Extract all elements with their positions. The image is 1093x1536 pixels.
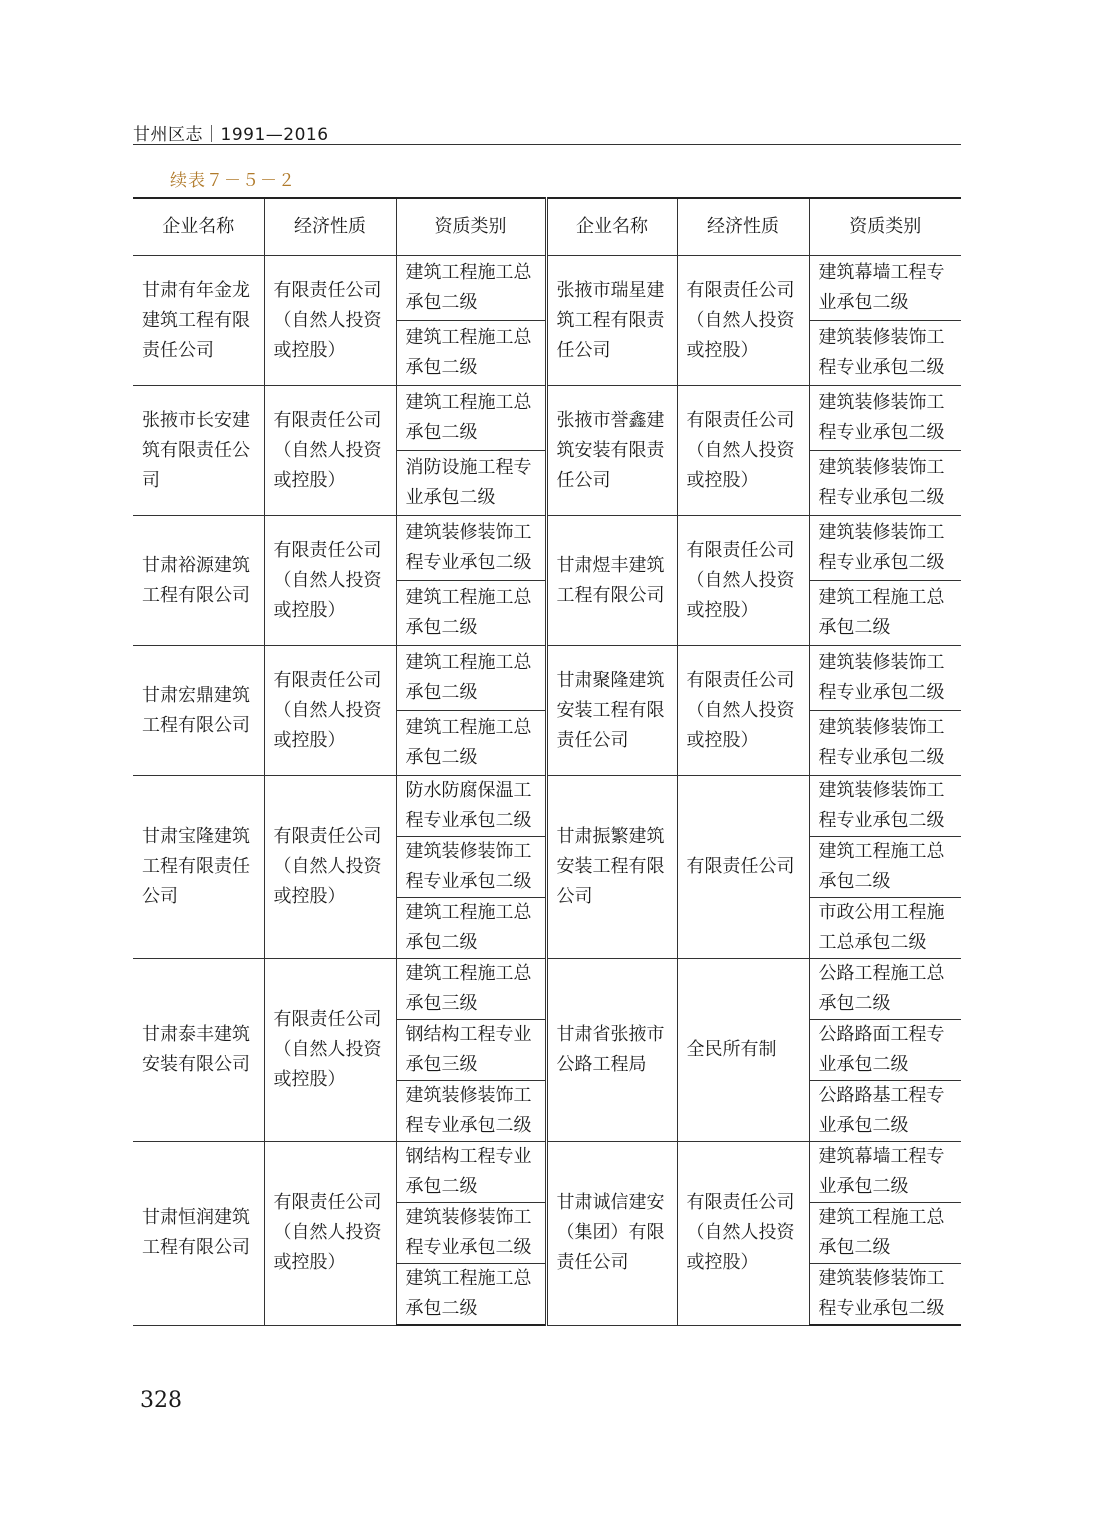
qualification-cell: 公路路面工程专业承包二级 xyxy=(809,1020,961,1081)
qualification-cell: 建筑工程施工总承包三级 xyxy=(396,959,546,1020)
economic-nature-cell: 有限责任公司（自然人投资或控股） xyxy=(677,646,809,776)
company-name-cell: 甘肃有年金龙建筑工程有限责任公司 xyxy=(133,256,264,386)
qualification-cell: 建筑装修装饰工程专业承包二级 xyxy=(809,711,961,776)
running-header xyxy=(133,118,961,145)
table-row xyxy=(133,256,961,321)
qualification-cell: 建筑装修装饰工程专业承包二级 xyxy=(809,451,961,516)
qualification-cell: 建筑工程施工总承包二级 xyxy=(396,386,546,451)
qualification-cell: 建筑装修装饰工程专业承包二级 xyxy=(396,1203,546,1264)
qualification-cell: 防水防腐保温工程专业承包二级 xyxy=(396,776,546,837)
qualification-cell: 建筑工程施工总承包二级 xyxy=(809,1203,961,1264)
company-name-cell: 甘肃宝隆建筑工程有限责任公司 xyxy=(133,776,264,959)
economic-nature-cell: 有限责任公司（自然人投资或控股） xyxy=(264,776,396,959)
qualification-cell: 建筑装修装饰工程专业承包二级 xyxy=(396,516,546,581)
economic-nature-cell: 有限责任公司（自然人投资或控股） xyxy=(264,959,396,1142)
qualification-cell: 建筑装修装饰工程专业承包二级 xyxy=(809,386,961,451)
company-name-cell: 甘肃省张掖市公路工程局 xyxy=(546,959,677,1142)
economic-nature-cell: 有限责任公司（自然人投资或控股） xyxy=(264,646,396,776)
qualification-cell: 建筑工程施工总承包二级 xyxy=(396,898,546,959)
qualification-cell: 钢结构工程专业承包三级 xyxy=(396,1020,546,1081)
economic-nature-cell: 有限责任公司（自然人投资或控股） xyxy=(677,1142,809,1326)
qualification-cell: 建筑工程施工总承包二级 xyxy=(396,646,546,711)
qualification-cell: 建筑工程施工总承包二级 xyxy=(396,581,546,646)
economic-nature-cell: 有限责任公司（自然人投资或控股） xyxy=(264,1142,396,1326)
table-header-row xyxy=(133,198,961,256)
table-row xyxy=(133,1142,961,1203)
economic-nature-cell: 有限责任公司（自然人投资或控股） xyxy=(677,256,809,386)
qualification-cell: 公路工程施工总承包二级 xyxy=(809,959,961,1020)
qualification-table xyxy=(133,197,961,1326)
qualification-cell: 建筑装修装饰工程专业承包二级 xyxy=(809,516,961,581)
company-name-cell: 张掖市长安建筑有限责任公司 xyxy=(133,386,264,516)
table-caption: 续表７－５－２ xyxy=(170,171,296,191)
company-name-cell: 甘肃振繁建筑安装工程有限公司 xyxy=(546,776,677,959)
qualification-cell: 建筑装修装饰工程专业承包二级 xyxy=(396,1081,546,1142)
economic-nature-cell: 有限责任公司 xyxy=(677,776,809,959)
column-header: 经济性质 xyxy=(264,198,396,256)
qualification-cell: 建筑工程施工总承包二级 xyxy=(396,1264,546,1326)
page-number: 328 xyxy=(140,1388,182,1413)
qualification-cell: 建筑工程施工总承包二级 xyxy=(396,256,546,321)
qualification-cell: 建筑装修装饰工程专业承包二级 xyxy=(396,837,546,898)
qualification-cell: 建筑工程施工总承包二级 xyxy=(396,321,546,386)
qualification-cell: 建筑工程施工总承包二级 xyxy=(809,581,961,646)
qualification-cell: 建筑装修装饰工程专业承包二级 xyxy=(809,321,961,386)
economic-nature-cell: 有限责任公司（自然人投资或控股） xyxy=(264,516,396,646)
qualification-cell: 消防设施工程专业承包二级 xyxy=(396,451,546,516)
table-row xyxy=(133,386,961,451)
qualification-cell: 建筑工程施工总承包二级 xyxy=(809,837,961,898)
column-header: 资质类别 xyxy=(396,198,546,256)
table-row xyxy=(133,646,961,711)
qualification-cell: 市政公用工程施工总承包二级 xyxy=(809,898,961,959)
economic-nature-cell: 有限责任公司（自然人投资或控股） xyxy=(264,256,396,386)
qualification-cell: 建筑工程施工总承包二级 xyxy=(396,711,546,776)
qualification-cell: 公路路基工程专业承包二级 xyxy=(809,1081,961,1142)
company-name-cell: 甘肃泰丰建筑安装有限公司 xyxy=(133,959,264,1142)
qualification-cell: 建筑装修装饰工程专业承包二级 xyxy=(809,1264,961,1326)
company-name-cell: 张掖市瑞星建筑工程有限责任公司 xyxy=(546,256,677,386)
company-name-cell: 甘肃聚隆建筑安装工程有限责任公司 xyxy=(546,646,677,776)
company-name-cell: 张掖市誉鑫建筑安装有限责任公司 xyxy=(546,386,677,516)
table-row xyxy=(133,959,961,1020)
qualification-cell: 建筑幕墙工程专业承包二级 xyxy=(809,1142,961,1203)
column-header: 经济性质 xyxy=(677,198,809,256)
qualification-cell: 建筑装修装饰工程专业承包二级 xyxy=(809,776,961,837)
qualification-cell: 钢结构工程专业承包二级 xyxy=(396,1142,546,1203)
table-row xyxy=(133,516,961,581)
column-header: 企业名称 xyxy=(546,198,677,256)
company-name-cell: 甘肃恒润建筑工程有限公司 xyxy=(133,1142,264,1326)
economic-nature-cell: 有限责任公司（自然人投资或控股） xyxy=(264,386,396,516)
qualification-cell: 建筑装修装饰工程专业承包二级 xyxy=(809,646,961,711)
economic-nature-cell: 有限责任公司（自然人投资或控股） xyxy=(677,386,809,516)
company-name-cell: 甘肃诚信建安（集团）有限责任公司 xyxy=(546,1142,677,1326)
column-header: 企业名称 xyxy=(133,198,264,256)
economic-nature-cell: 全民所有制 xyxy=(677,959,809,1142)
table-row xyxy=(133,776,961,837)
qualification-cell: 建筑幕墙工程专业承包二级 xyxy=(809,256,961,321)
company-name-cell: 甘肃煜丰建筑工程有限公司 xyxy=(546,516,677,646)
column-header: 资质类别 xyxy=(809,198,961,256)
company-name-cell: 甘肃裕源建筑工程有限公司 xyxy=(133,516,264,646)
running-header-text: 甘州区志｜1991—2016 xyxy=(133,125,329,145)
company-name-cell: 甘肃宏鼎建筑工程有限公司 xyxy=(133,646,264,776)
economic-nature-cell: 有限责任公司（自然人投资或控股） xyxy=(677,516,809,646)
